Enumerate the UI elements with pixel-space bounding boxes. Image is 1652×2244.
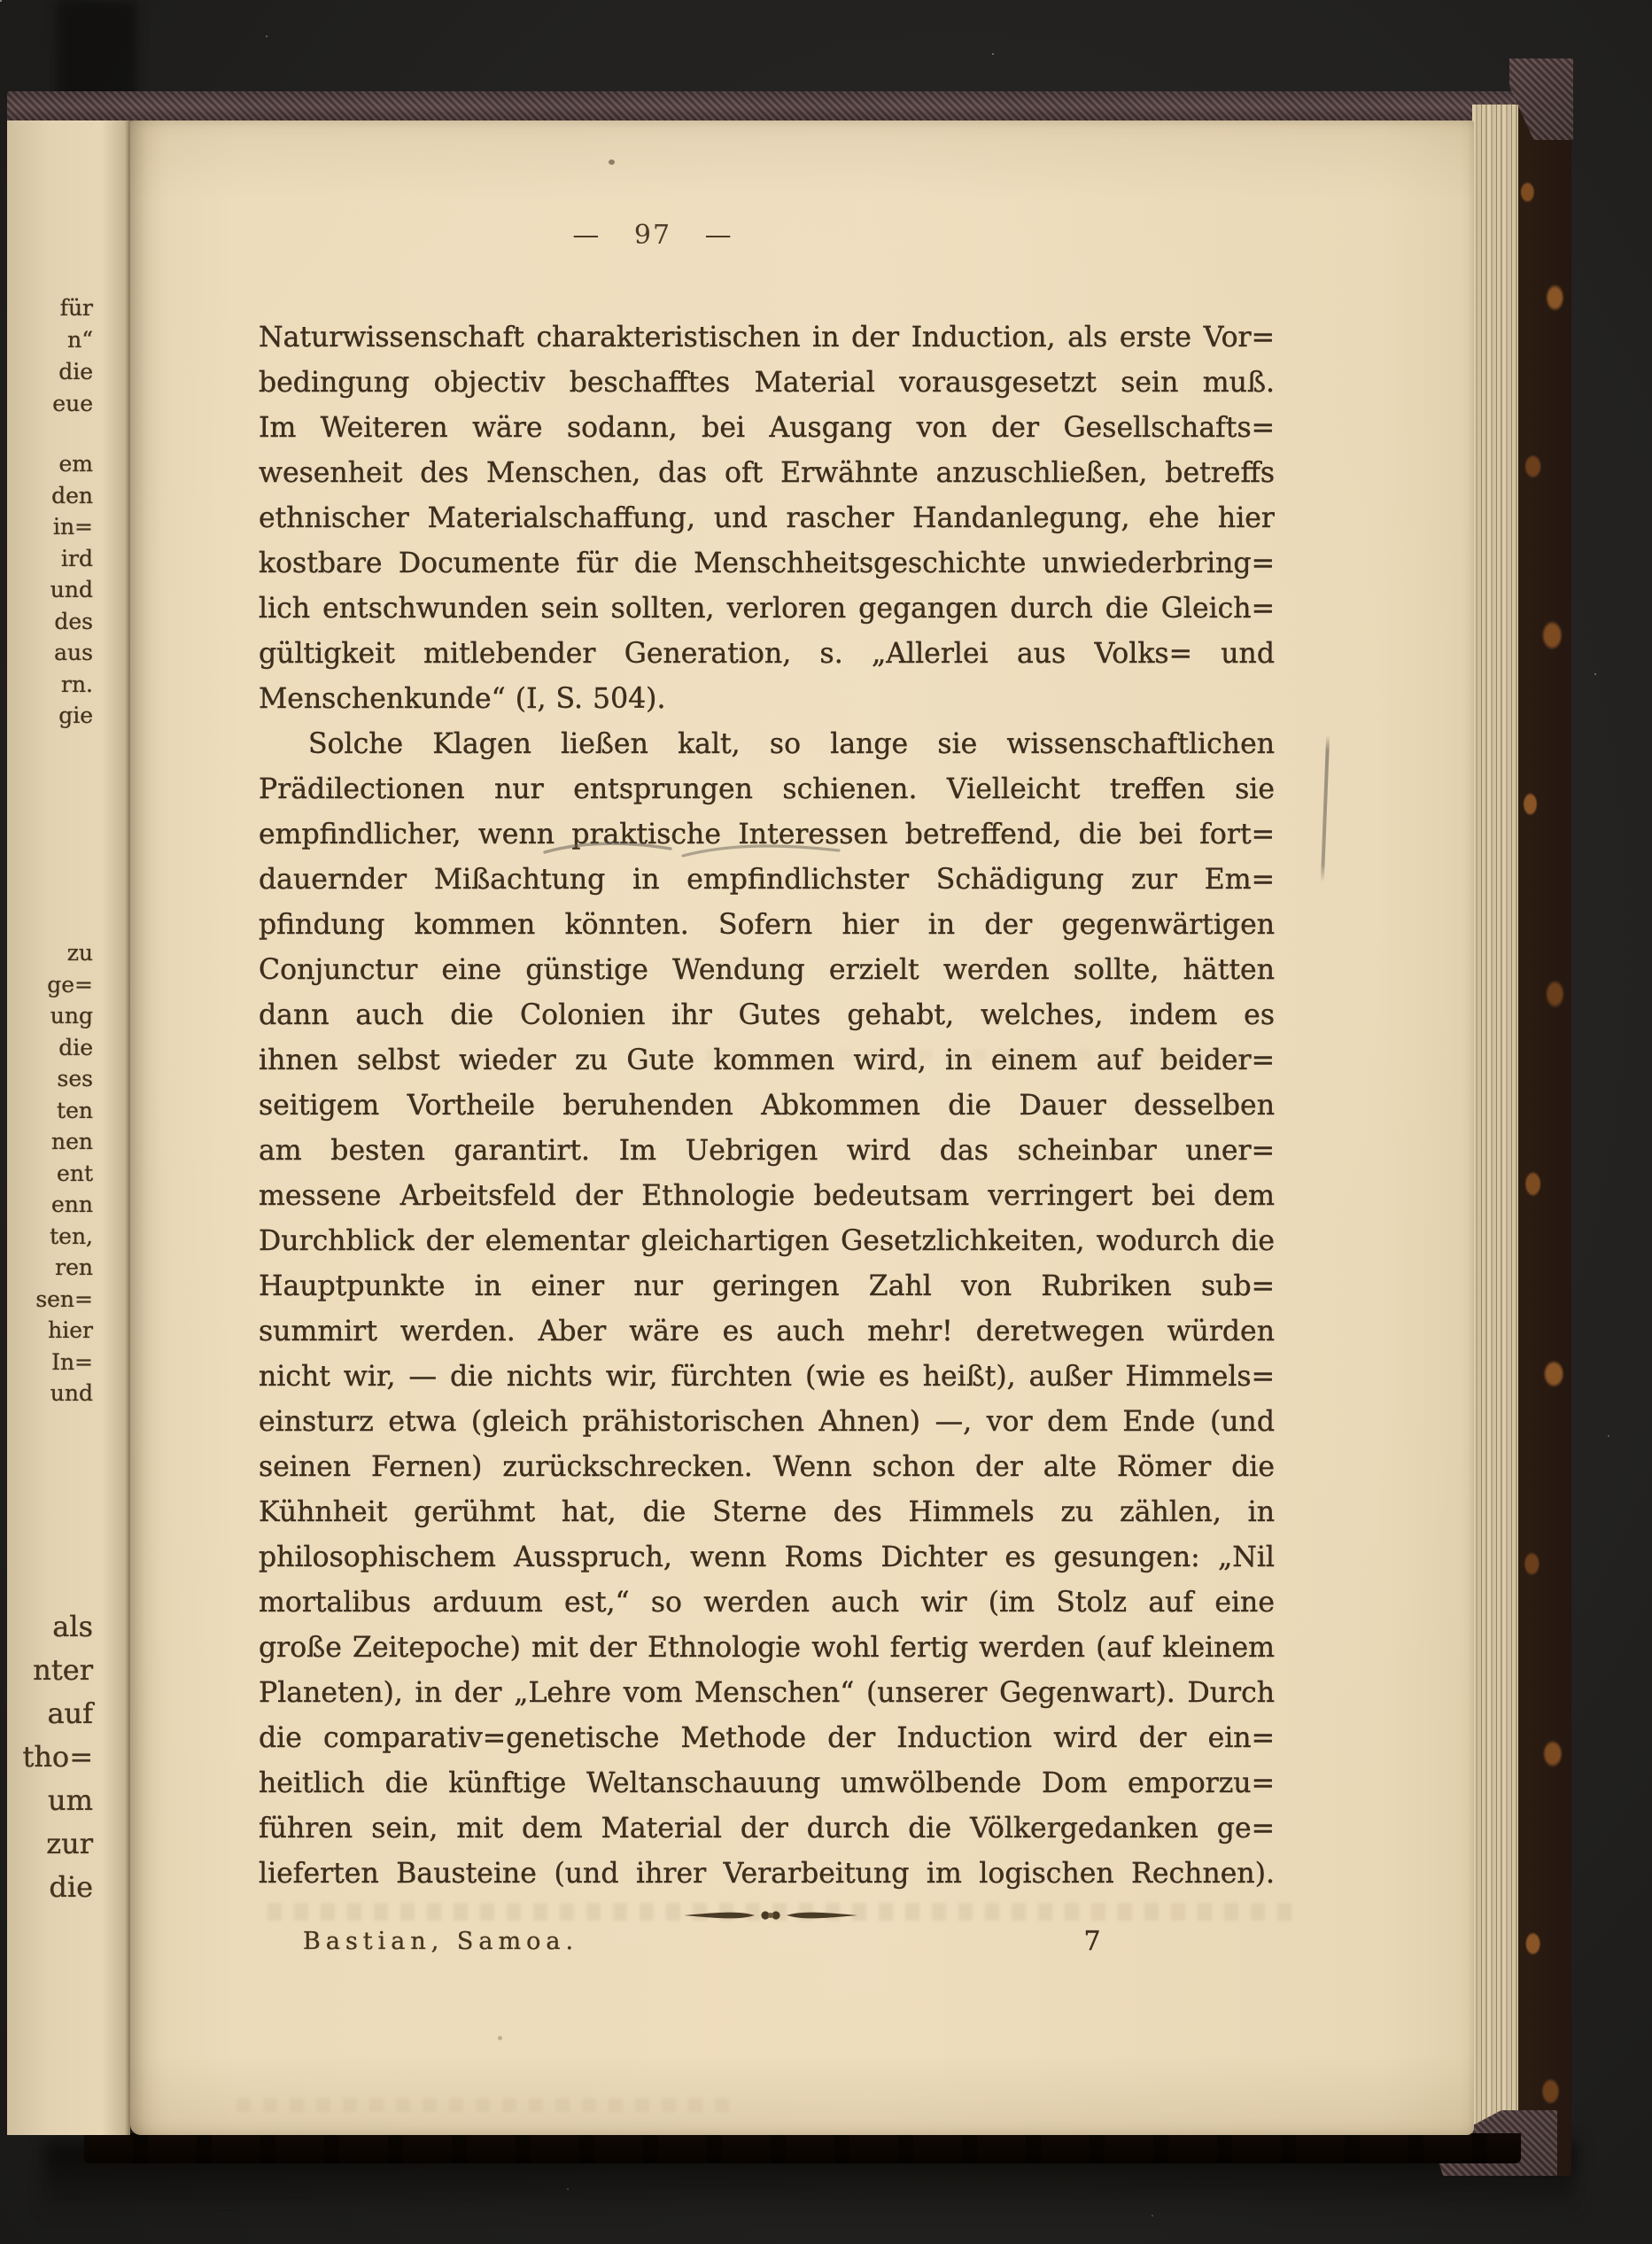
facing-page-line-fragment: um [48,1783,93,1817]
facing-page-line-fragment: und [50,577,93,602]
body-text-line: dann auch die Colonien ihr Gutes gehabt, welches, indem es [259,999,1275,1031]
book-page [130,120,1474,2135]
facing-page-edge [7,120,130,2135]
body-text-line: lich entschwunden sein sollten, verloren gegangen durch die Gleich= [259,593,1275,625]
facing-page-line-fragment: nter [33,1653,93,1687]
facing-page-line-fragment: und [50,1380,93,1406]
body-text-line: lieferten Bausteine (und ihrer Verarbeitung im logischen Rechnen). [259,1858,1275,1890]
body-text-line: dauernder Mißachtung in empfindlichster Schädigung zur Em= [259,864,1275,896]
facing-page-line-fragment: ses [57,1066,93,1091]
body-text-line: einsturz etwa (gleich prähistorischen Ahnen) —, vor dem Ende (und [259,1406,1275,1438]
body-text-line: Prädilectionen nur entsprungen schienen. Vielleicht treffen sie [259,773,1275,805]
body-text-line: messene Arbeitsfeld der Ethnologie bedeutsam verringert bei dem [259,1180,1275,1212]
body-text-line: ethnischer Materialschaffung, und rascher Handanlegung, ehe hier [259,502,1275,534]
body-text-line: philosophischem Ausspruch, wenn Roms Dichter es gesungen: „Nil [259,1541,1275,1573]
body-text [259,315,1275,1897]
body-text-line: große Zeitepoche) mit der Ethnologie wohl fertig werden (auf kleinem [259,1632,1275,1664]
footer-signature-title: Bastian, Samoa. [303,1928,579,1955]
facing-page-line-fragment: des [54,608,93,634]
body-text-line: die comparativ=genetische Methode der Induction wird der ein= [259,1722,1275,1754]
body-text-line: Hauptpunkte in einer nur geringen Zahl von Rubriken sub= [259,1270,1275,1302]
facing-page-line-fragment: ird [61,545,93,571]
facing-page-line-fragment: die [49,1870,93,1904]
show-through-text [237,2098,733,2112]
body-text-line: gültigkeit mitlebender Generation, s. „Allerlei aus Volks= und [259,638,1275,670]
tailpiece-ornament-icon [682,1906,859,1924]
facing-page-line-fragment: den [51,482,93,509]
body-text-line: Planeten), in der „Lehre vom Menschen“ (unserer Gegenwart). Durch [259,1677,1275,1709]
facing-page-line-fragment: die [58,359,93,384]
facing-page-line-fragment: n“ [67,327,93,353]
body-text-line: Solche Klagen ließen kalt, so lange sie wissenschaftlichen [308,728,1275,760]
body-text-line: seitigem Vortheile beruhenden Abkommen die Dauer desselben [259,1090,1275,1122]
facing-page-line-fragment: ren [55,1254,93,1280]
marbled-cover-board [1516,66,1571,2176]
page-number: — 97 — [572,220,733,251]
page-stack-fore-edge [1472,105,1518,2140]
facing-page-line-fragment: zur [46,1827,93,1860]
facing-page-line-fragment: rn. [61,671,93,697]
pencil-margin-mark [1321,735,1330,882]
body-text-line: empfindlicher, wenn praktische Interessen betreffend, die bei fort= [259,819,1275,850]
body-text-line: seinen Fernen) zurückschrecken. Wenn schon der alte Römer die [259,1451,1275,1483]
dust-specks [0,0,2,2]
shadow-band [57,0,136,106]
page-stack-bottom-edge [84,2133,1521,2163]
facing-page-line-fragment: ung [50,1003,93,1029]
body-text-line: am besten garantirt. Im Uebrigen wird das scheinbar uner= [259,1135,1275,1167]
facing-page-line-fragment: ent [57,1160,93,1186]
show-through-text [679,1049,1264,1061]
body-text-line: Kühnheit gerühmt hat, die Sterne des Himmels zu zählen, in [259,1496,1275,1528]
body-text-line: Im Weiteren wäre sodann, bei Ausgang von der Gesellschafts= [259,412,1275,444]
body-text-line: nicht wir, — die nichts wir, fürchten (wie es heißt), außer Himmels= [259,1361,1275,1393]
ink-speck [498,2036,502,2040]
facing-page-line-fragment: sen= [35,1285,93,1312]
body-text-line: Conjunctur eine günstige Wendung erzielt werden sollte, hätten [259,954,1275,986]
body-text-line: summirt werden. Aber wäre es auch mehr! deretwegen würden [259,1316,1275,1347]
body-text-line: wesenheit des Menschen, das oft Erwähnte anzuschließen, betreffs [259,457,1275,489]
facing-page-line-fragment: gie [58,703,93,728]
body-text-line: bedingung objectiv beschafftes Material vorausgesetzt sein muß. [259,367,1275,399]
pencil-underline-mark [539,829,845,868]
body-text-line: ihnen selbst wieder zu Gute kommen wird, in einem auf beider= [259,1044,1275,1076]
facing-page-line-fragment: als [52,1610,93,1643]
facing-page-line-fragment: in= [52,514,93,540]
facing-page-line-fragment: em [58,451,93,477]
body-text-line: Durchblick der elementar gleichartigen Gesetzlichkeiten, wodurch die [259,1225,1275,1257]
facing-page-line-fragment: für [59,295,93,321]
body-text-line: führen sein, mit dem Material der durch die Völkergedanken ge= [259,1813,1275,1844]
facing-page-line-fragment: In= [51,1348,93,1375]
facing-page-line-fragment: zu [66,940,93,966]
footer-sheet-number: 7 [1083,1926,1101,1957]
facing-page-line-fragment: tho= [22,1740,93,1774]
facing-page-line-fragment: ge= [47,971,93,998]
facing-page-line-fragment: nen [51,1129,93,1154]
facing-page-line-fragment: die [58,1034,93,1060]
facing-page-line-fragment: aus [54,640,93,665]
facing-page-line-fragment: auf [47,1697,93,1730]
ink-speck [609,159,615,165]
body-text-line: mortalibus arduum est,“ so werden auch wir (im Stolz auf eine [259,1587,1275,1619]
facing-page-line-fragment: ten, [50,1223,93,1249]
body-text-line: kostbare Documente für die Menschheitsgeschichte unwiederbring= [259,547,1275,579]
body-text-line: Menschenkunde“ (I, S. 504). [259,683,666,715]
body-text-line: Naturwissenschaft charakteristischen in der Induction, als erste Vor= [259,322,1275,353]
body-text-line: heitlich die künftige Weltanschauung umwölbende Dom emporzu= [259,1767,1275,1799]
body-text-line: pfindung kommen könnten. Sofern hier in der gegenwärtigen [259,909,1275,941]
facing-page-line-fragment: hier [48,1317,93,1343]
facing-page-line-fragment: ten [57,1097,93,1123]
facing-page-line-fragment: enn [51,1192,93,1217]
facing-page-line-fragment: eue [52,391,93,416]
